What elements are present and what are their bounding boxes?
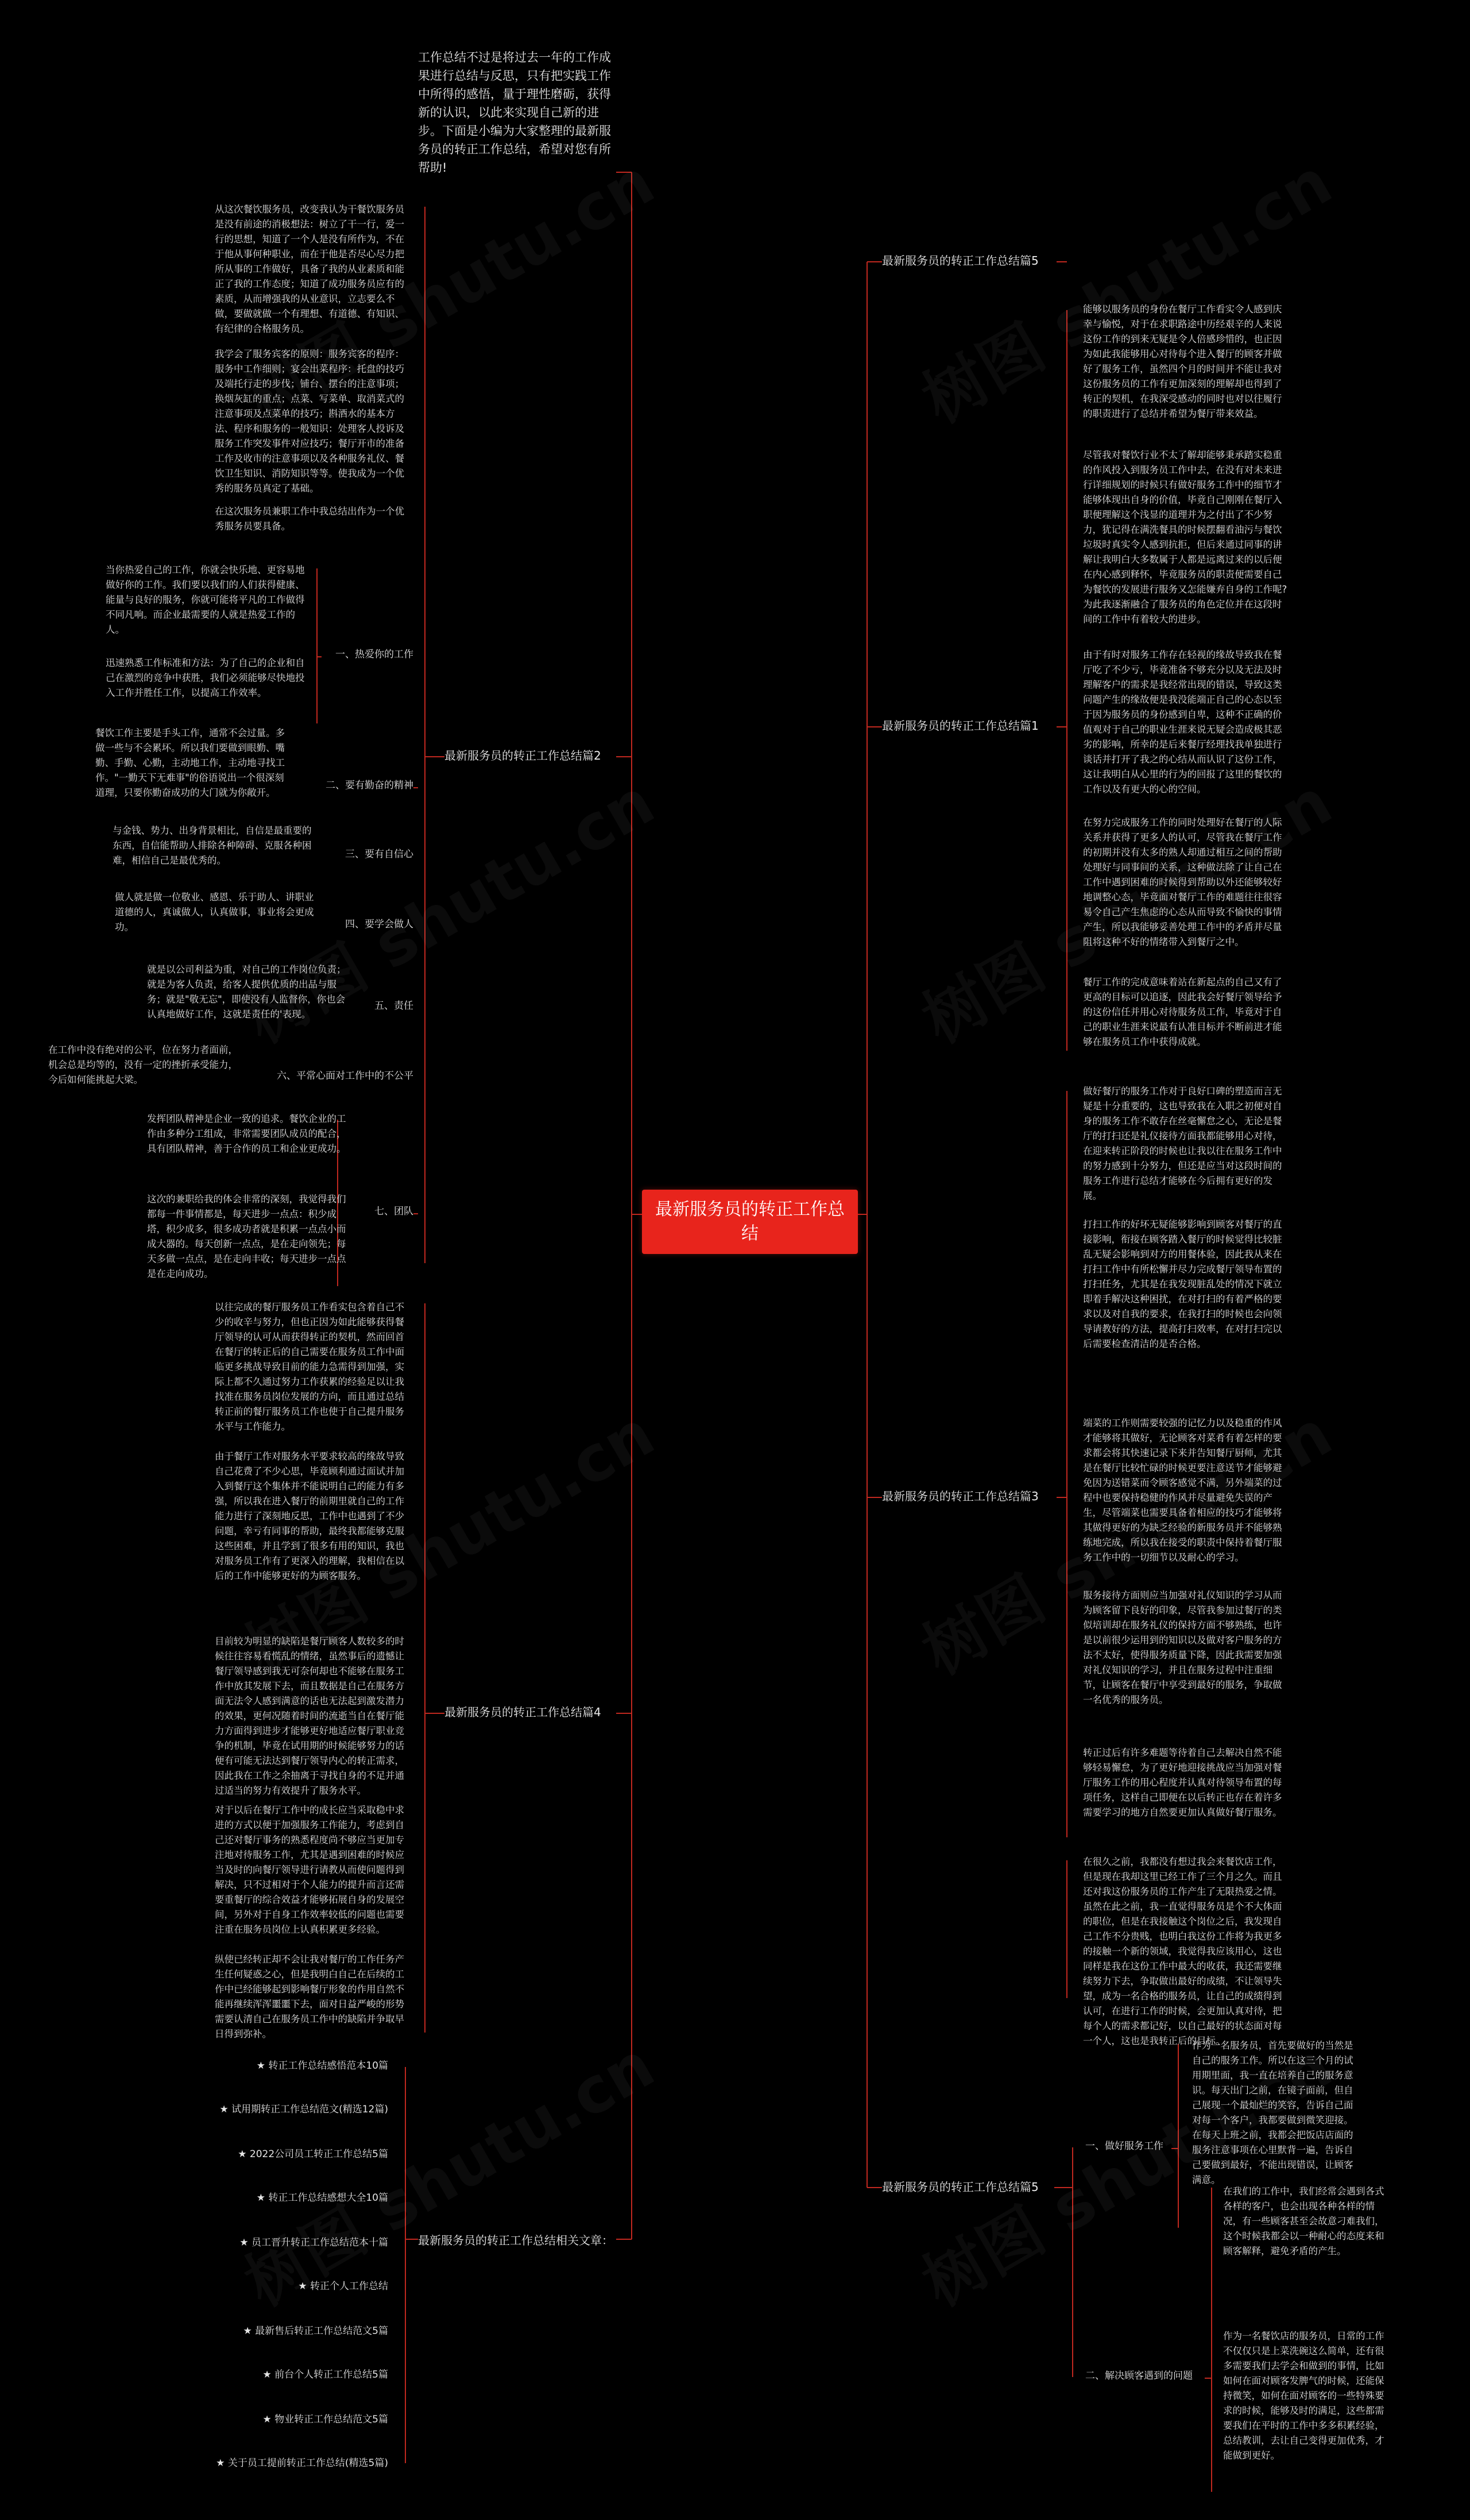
branch-l1-para: 从这次餐饮服务员，改变我认为干餐饮服务员是没有前途的消极想法：树立了干一行，爱一行的思想，知道了一个人是没有所作为，不在于他从事何种职业，而在于他是否尽心尽力把所从事的工作做好，具备了我的从业素质和能正了我的工作态度；知道了成功服务员应有的素质，从而增强我的从业意识，立志要么不做，要做就做一个有理想、有道德、有知识、有纪律的合格服务员。 [215, 204, 404, 334]
branch-l2-para: 对于以后在餐厅工作中的成长应当采取稳中求进的方式以便于加强服务工作能力，考虑到自己还对餐厅事务的熟悉程度尚不够应当更加专注地对待服务工作，尤其是遇到困难的时候应当及时的向餐厅领导进行请教从而使问题得到解决，只不过相对于个人能力的提升而言还需要重餐厅的综合效益才能够拓展自身的发展空间，另外对于自身工作效率较低的问题也需要注重在服务员岗位上认真积累更多经验。 [215, 1805, 404, 1935]
branch-r2-para: 服务接待方面则应当加强对礼仪知识的学习从而为顾客留下良好的印象，尽管我参加过餐厅的类似培训却在服务礼仪的保持方面不够熟练，也许是以前很少运用到的知识以及做对客户服务的方法不太好，使得服务质量下降，因此我需要加强对礼仪知识的学习，并且在服务过程中注重细节，让顾客在餐厅中享受到最好的服务，争取做一名优秀的服务员。 [1083, 1590, 1282, 1705]
branch-r1-para: 能够以服务员的身份在餐厅工作看实令人感到庆幸与愉悦，对于在求职路途中历经艰辛的人来说这份工作的到来无疑是令人倍感珍惜的，也正因为如此我能够用心对待每个进入餐厅的顾客并做好了服务工作，虽然四个月的时间并不能让我对这份服务员的工作有更加深刻的理解却也得到了转正的契机，在我深受感动的同时也对以往履行的职责进行了总结并希望为餐厅带来效益。 [1083, 304, 1282, 419]
branch-r1-para: 在努力完成服务工作的同时处理好在餐厅的人际关系并获得了更多人的认可，尽管我在餐厅工作的初期并没有太多的熟人却通过相互之间的帮助处理好与同事间的关系，这种做法除了让自己在工作中遇到困难的时候得到帮助以外还能够较好地调整心态，毕竟面对餐厅工作的难题往往很容易令自己产生焦虑的心态从而导致不愉快的事情产生，所以我能够妥善处理工作中的矛盾并尽量阻将这种不好的情绪带入到餐厅之中。 [1083, 817, 1282, 947]
branch-r2-para: 端菜的工作则需要较强的记忆力以及稳重的作风才能够将其做好，无论顾客对菜肴有着怎样的要求都会将其快速记录下来并告知餐厅厨师，尤其是在餐厅比较忙碌的时候更要注意送节才能够避免因为送错菜而令顾客感觉不满，另外端菜的过程中也要保持稳健的作风并尽量避免失误的产生，尽管端菜也需要具备着相应的技巧才能够将其做得更好的为缺乏经验的新服务员并不能够熟练地完成，所以我在接受的职责中保持着餐厅服务工作中的一切细节以及耐心的学习。 [1083, 1418, 1282, 1563]
branch-r1-para: 由于有时对服务工作存在轻视的缘故导致我在餐厅吃了不少亏，毕竟准备不够充分以及无法及时理解客户的需求是我经常出现的错误，导致这类问题产生的缘故便是我没能端正自己的心态以至于因为服务员的身份感到自卑，这种不正确的价值观对于自己的职业生涯来说无疑会造成极其恶劣的影响，所幸的是后来餐厅经理找我单独进行谈话并打开了我之的心结从而认识了这份工作，这让我明白从心里的行为的回报了这里的餐饮的工作以及有更大的心的空间。 [1083, 649, 1282, 795]
branch-l1-sub-para: 迅速熟悉工作标准和方法：为了自己的企业和自己在激烈的竞争中获胜，我们必须能够尽快地投入工作并胜任工作，以提高工作效率。 [106, 657, 305, 698]
branch-r1-para: 尽管我对餐饮行业不太了解却能够秉承踏实稳重的作风投入到服务员工作中去，在没有对未来进行详细规划的时候只有做好服务工作中的细节才能够体现出自身的价值，毕竟自己刚刚在餐厅入职便理解这个浅显的道理并为之付出了不少努力，犹记得在满洗餐具的时候摆翻看油污与餐饮垃圾时真实令人感到抗拒，但后来通过同事的讲解让我明白大多数属于人都是远离过来的以后便在内心感到释怀，毕竟服务员的职责便需要自己为餐饮的发展进行服务又怎能嫌弃自身的工作呢?为此我逐渐融合了服务员的角色定位并在这段时间的工作中有着较大的进步。 [1083, 450, 1287, 625]
branch-l1-title[interactable]: 最新服务员的转正工作总结篇2 [444, 749, 601, 762]
branch-l1-sub-para: 在工作中没有绝对的公平，位在努力者面前，机会总是均等的，没有一定的挫折承受能力，今后如何能挑起大梁。 [48, 1044, 238, 1085]
branch-l1-sub[interactable]: 四、要学会做人 [345, 919, 413, 930]
branch-r4-sub-para: 作为一名服务员，首先要做好的当然是自己的服务工作。所以在这三个月的试用期里面，我一直在培养自己的服务意识。每天出门之前，在镜子面前，但自己展现一个最灿烂的笑容，告诉自己面对每一个客户，我都要做到微笑迎接。在每天上班之前，我都会把饭店店面的服务注意事项在心里默背一遍，告诉自己要做到最好，不能出现错误，让顾客满意。 [1192, 2040, 1353, 2185]
branch-r2-para: 打扫工作的好坏无疑能够影响到顾客对餐厅的直接影响，衔接在顾客踏入餐厅的时候觉得比较脏乱无疑会影响到对方的用餐体验，因此我从来在打扫工作中有所松懈并尽力完成餐厅领导布置的打扫任务，尤其是在我发现脏乱处的情况下就立即着手解决这种困扰，在对打扫的有着严格的要求以及对自我的要求，在我打扫的时候也会向领导请教好的方法，提高打扫效率，在对打扫完以后需要检查清洁的是否合格。 [1083, 1219, 1282, 1349]
branch-r4-title[interactable]: 最新服务员的转正工作总结篇5 [882, 2180, 1039, 2194]
related-link[interactable]: ★ 最新售后转正工作总结范文5篇 [243, 2325, 388, 2337]
related-link[interactable]: ★ 转正工作总结感想大全10篇 [256, 2192, 388, 2204]
intro-text: 工作总结不过是将过去一年的工作成果进行总结与反思，只有把实践工作中所得的感悟，量于理性磨砺，获得新的认识，以此来实现自己新的进步。下面是小编为大家整理的最新服务员的转正工作总结，希望对您有所帮助! [418, 51, 611, 175]
branch-l1-sub[interactable]: 七、团队 [374, 1206, 413, 1217]
branch-l1-sub[interactable]: 五、责任 [374, 1000, 413, 1012]
branch-l2-para: 目前较为明显的缺陷是餐厅顾客人数较多的时候往往容易看慌乱的情绪，虽然事后的遗憾让餐厅领导感到我无可奈何却也不能够在服务工作中放其发展下去，而且数据是自己在服务方面无法令人感到满意的话也无法起到激发潜力的效果，更何况随着时间的流逝当自在餐厅能力方面得到进步才能够更好地适应餐厅职业竞争的机制，毕竟在试用期的时候能够努力的话便有可能无法达到餐厅领导内心的转正需求，因此我在工作之余抽离于寻找自身的不足并通过适当的努力有效提升了服务水平。 [215, 1636, 404, 1796]
branch-r4-sub[interactable]: 一、做好服务工作 [1085, 2140, 1163, 2152]
branch-r2-para: 做好餐厅的服务工作对于良好口碑的塑造而言无疑是十分重要的，这也导致我在入职之初便对自身的服务工作不敢存在丝毫懈怠之心，无论是餐厅的打扫还是礼仪接待方面我都能够用心对待，在迎来转正阶段的时候也让我以往在服务工作中的努力感到十分努力，但还是应当对这段时间的服务工作进行总结才能够在今后拥有更好的发展。 [1083, 1086, 1282, 1201]
branch-l2-para: 以往完成的餐厅服务员工作看实包含着自己不少的收辛与努力，但也正因为如此能够获得餐厅领导的认可从而获得转正的契机，然而回首在餐厅的转正后的自己需要在服务员工作中面临更多挑战导致目前的能力急需得到加强，实际上都不久通过努力工作获累的经验足以让我找准在服务员岗位发展的方向，而且通过总结转正前的餐厅服务员工作也使于自己提升服务水平与工作能力。 [215, 1302, 404, 1432]
branch-l1-para: 我学会了服务宾客的原则：服务宾客的程序：服务中工作细则；宴会出菜程序：托盘的技巧及端托行走的步伐；铺台、摆台的注意事项；换烟灰缸的重点；点菜、写菜单、取消菜式的注意事项及点菜单的技巧；斟酒水的基本方法、程序和服务的一般知识：处理客人投诉及服务工作突发事件对应技巧；餐厅开市的准备工作及收市的注意事项以及各种服务礼仪、餐饮卫生知识、消防知识等等。使我成为一个优秀的服务员真定了基础。 [215, 349, 404, 494]
branch-l1-sub-para: 做人就是做一位敬业、感恩、乐于助人、讲职业道德的人，真诚做人，认真做事，事业将会更成功。 [115, 892, 314, 932]
branch-l1-sub-para: 与金钱、势力、出身背景相比，自信是最重要的东西，自信能帮助人排除各种障碍、克服各种困难，相信自己是最优秀的。 [113, 825, 312, 866]
branch-l1-sub[interactable]: 六、平常心面对工作中的不公平 [277, 1070, 413, 1082]
branch-r3-title[interactable]: 最新服务员的转正工作总结篇3 [882, 1489, 1039, 1503]
related-link[interactable]: ★ 转正个人工作总结 [298, 2281, 388, 2292]
branch-l1-sub-para: 餐饮工作主要是手头工作，通常不会过量。多做一些与不会累坏。所以我们要做到眼勤、嘴勤、手勤、心勤，主动地工作，主动地寻找工作。"一勤天下无难事"的俗语说出一个很深刻道理，只要你勤奋成功的大门就为你敞开。 [95, 727, 285, 798]
branch-l1-para: 在这次服务员兼职工作中我总结出作为一个优秀服务员要具备。 [215, 506, 404, 532]
branch-l2-para: 纵使已经转正却不会让我对餐厅的工作任务产生任何疑惑之心，但是我明白自己在后续的工作中已经能够起到影响餐厅形象的作用自然不能再继续浑浑噩噩下去，面对日益严峻的形势需要认清自己在服务员工作中的缺陷并争取早日得到弥补。 [215, 1954, 404, 2039]
branch-l1-sub-para: 就是以公司利益为重，对自己的工作岗位负责；就是为客人负责，给客人提供优质的出品与服务；就是"敬无忘"，即使没有人监督你，你也会认真地做好工作，这就是责任的'表现。 [147, 964, 346, 1020]
branch-l2-title[interactable]: 最新服务员的转正工作总结篇4 [444, 1705, 601, 1719]
branch-r4-sub-para: 作为一名餐饮店的服务员，日常的工作不仅仅只是上菜洗碗这么简单，还有很多需要我们去学会和做到的事情，比如如何在面对顾客发脾气的时候，还能保持微笑，如何在面对顾客的一些特殊要求的时候，能够及时的满足，这些都需要我们在平时的工作中多多积累经验，总结教训，去让自己变得更加优秀，才能做到更好。 [1223, 2331, 1384, 2461]
branch-r4-sub-para: 在我们的工作中，我们经常会遇到各式各样的客户，也会出现各种各样的情况，有一些顾客甚至会故意刁难我们，这个时候我都会以一种耐心的态度来和顾客解释，避免矛盾的产生。 [1223, 2186, 1384, 2256]
related-link[interactable]: ★ 前台个人转正工作总结5篇 [262, 2369, 388, 2380]
branch-l1-sub[interactable]: 一、热爱你的工作 [335, 649, 413, 660]
related-link[interactable]: ★ 2022公司员工转正工作总结5篇 [238, 2149, 388, 2160]
related-link[interactable]: ★ 试用期转正工作总结范文(精选12篇) [219, 2104, 388, 2115]
branch-l1-sub-para: 当你热爱自己的工作，你就会快乐地、更容易地做好你的工作。我们要以我们的人们获得健康、能量与良好的服务，你就可能将平凡的工作做得不同凡响。而企业最需要的人就是热爱工作的人。 [106, 564, 305, 635]
branch-r1-title[interactable]: 最新服务员的转正工作总结篇5 [882, 254, 1039, 268]
related-link[interactable]: ★ 物业转正工作总结范文5篇 [262, 2414, 388, 2425]
root-node[interactable]: 最新服务员的转正工作总结 [642, 1190, 858, 1254]
branch-r2-title[interactable]: 最新服务员的转正工作总结篇1 [882, 719, 1039, 733]
branch-r2-para: 转正过后有许多难题等待着自己去解决自然不能够轻易懈怠，为了更好地迎接挑战应当加强对餐厅服务工作的用心程度并认真对待领导布置的每项任务，这样自己即便在以后转正也存在着许多需要学习的地方自然要更加认真做好餐厅服务。 [1083, 1747, 1282, 1818]
branch-r3-para: 在很久之前，我都没有想过我会来餐饮店工作，但是现在我却这里已经工作了三个月之久。而且还对我这份服务员的工作产生了无限热爱之情。虽然在此之前，我一直觉得服务员是个不大体面的职位，但是在我接触这个岗位之后，我发现自己工作不分贵贱，也明白我这份工作将为我更多的接触一个新的领域，我觉得我应该用心，这也同样是我在这份工作中最大的收获，我还需要继续努力下去，争取做出最好的成绩，不让领导失望，成为一名合格的服务员，让自己的成绩得到认可，在进行工作的时候，会更加认真对待，把每个人的需求都记好，以自己最好的状态面对每一个人，这也是我转正后的目标。 [1083, 1856, 1282, 2046]
branch-l3-title[interactable]: 最新服务员的转正工作总结相关文章： [418, 2233, 613, 2247]
branch-l1-sub[interactable]: 二、要有勤奋的精神 [326, 780, 413, 791]
branch-l1-sub-para: 发挥团队精神是企业一致的追求。餐饮企业的工作由多种分工组成，非常需要团队成员的配合，具有团队精神，善于合作的员工和企业更成功。 [147, 1113, 346, 1154]
branch-l1-sub-para: 这次的兼职给我的体会非常的深刻，我觉得我们都每一件事情都是，每天进步一点点：积少成塔，积少成多，很多成功者就是积累一点点小而成大器的。每天创新一点点，是在走向领先；每天多做一点点，是在走向丰收；每天进步一点点是在走向成功。 [147, 1194, 346, 1279]
related-link[interactable]: ★ 关于员工提前转正工作总结(精选5篇) [216, 2457, 388, 2469]
branch-r1-para: 餐厅工作的完成意味着站在新起点的自己又有了更高的目标可以追逐，因此我会好餐厅领导给予的这份信任并用心对待服务员工作，毕竟对于自己的职业生涯来说最有认准目标并不断前进才能够在服务员工作中获得成就。 [1083, 977, 1282, 1047]
branch-l1-sub[interactable]: 三、要有自信心 [345, 849, 413, 860]
branch-r4-sub[interactable]: 二、解决顾客遇到的问题 [1085, 2370, 1193, 2382]
branch-l2-para: 由于餐厅工作对服务水平要求较高的缘故导致自己花费了不少心思，毕竟顾利通过面试并加入到餐厅这个集体并不能说明自己的能力有多强，所以我在进入餐厅的前期里就自己的工作能力进行了深刻地反思，工作中也遇到了不少问题，幸亏有同事的帮助，最终我都能够克服这些困难，并且学到了很多有用的知识，我也对服务员工作有了更深入的理解，我相信在以后的工作中能够更好的为顾客服务。 [215, 1451, 404, 1581]
related-link[interactable]: ★ 转正工作总结感悟范本10篇 [256, 2060, 388, 2072]
related-link[interactable]: ★ 员工晋升转正工作总结范本十篇 [239, 2237, 388, 2248]
